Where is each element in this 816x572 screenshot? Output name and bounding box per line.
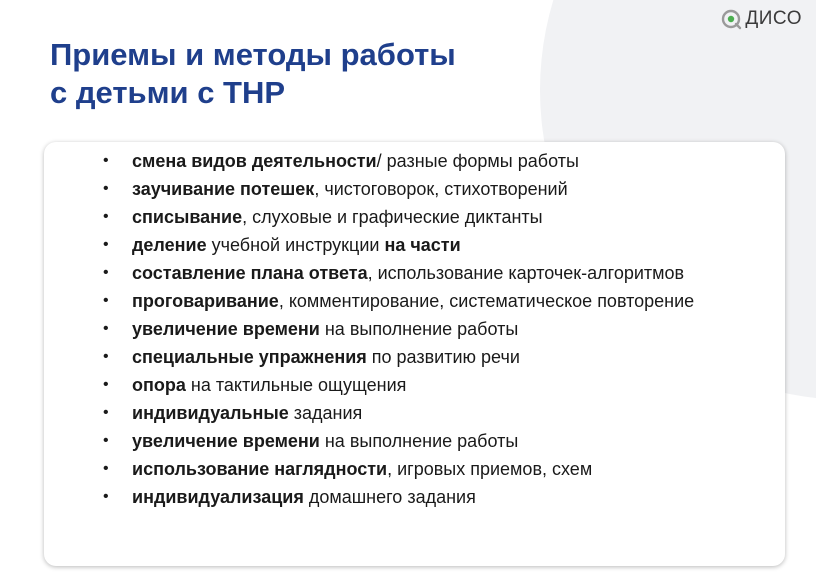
bullet-icon: • [103,320,109,337]
bullet-icon: • [103,488,109,505]
item-bold-text: смена видов деятельности [132,151,377,171]
logo-icon [720,8,742,30]
bullet-icon: • [103,348,109,365]
list-item [88,346,778,368]
list-item [88,458,778,480]
item-bold-text: списывание [132,207,243,227]
item-bold-text: опора [132,375,186,395]
item-text: учебной инструкции [206,235,385,255]
methods-list [88,150,778,514]
item-text: , использование карточек-алгоритмов [367,263,685,283]
item-text: на тактильные ощущения [185,375,407,395]
bullet-icon: • [103,432,109,449]
bullet-icon: • [103,376,109,393]
page-title [50,36,456,112]
list-item [88,206,778,228]
list-item [88,150,778,172]
bullet-icon: • [103,264,109,281]
bullet-icon: • [103,460,109,477]
item-bold-text: увеличение времени [132,319,320,339]
logo [720,8,802,30]
item-bold-text: составление плана ответа [132,263,368,283]
item-text: , игровых приемов, схем [387,459,593,479]
item-text: домашнего задания [303,487,476,507]
bullet-icon: • [103,208,109,225]
bullet-icon: • [103,292,109,309]
item-text: , комментирование, систематическое повторение [278,291,695,311]
item-bold-text: деление [132,235,207,255]
list-item [88,486,778,508]
item-bold-text: использование наглядности [132,459,388,479]
logo-text: ДИСО [745,8,802,29]
list-item [88,234,778,256]
item-text: задания [288,403,363,423]
list-item [88,262,778,284]
item-bold-text: специальные упражнения [132,347,367,367]
item-bold-text: индивидуализация [132,487,304,507]
bullet-icon: • [103,180,109,197]
title-line-2: с детьми с ТНР [50,75,286,110]
list-item [88,402,778,424]
bullet-icon: • [103,152,109,169]
item-text: на выполнение работы [319,319,519,339]
item-bold-text: увеличение времени [132,431,320,451]
item-bold-text: заучивание потешек [132,179,315,199]
content-card [44,142,785,566]
item-bold-text: индивидуальные [132,403,289,423]
item-bold-text: проговаривание [132,291,279,311]
item-text: по развитию речи [366,347,520,367]
item-text: , слуховые и графические диктанты [242,207,543,227]
item-text: / разные формы работы [376,151,579,171]
bullet-icon: • [103,404,109,421]
list-item [88,318,778,340]
item-bold-text: на части [384,235,461,255]
title-line-1: Приемы и методы работы [50,37,456,72]
list-item [88,374,778,396]
item-text: , чистоговорок, стихотворений [314,179,568,199]
list-item [88,178,778,200]
list-item [88,430,778,452]
bullet-icon: • [103,236,109,253]
list-item [88,290,778,312]
item-text: на выполнение работы [319,431,519,451]
